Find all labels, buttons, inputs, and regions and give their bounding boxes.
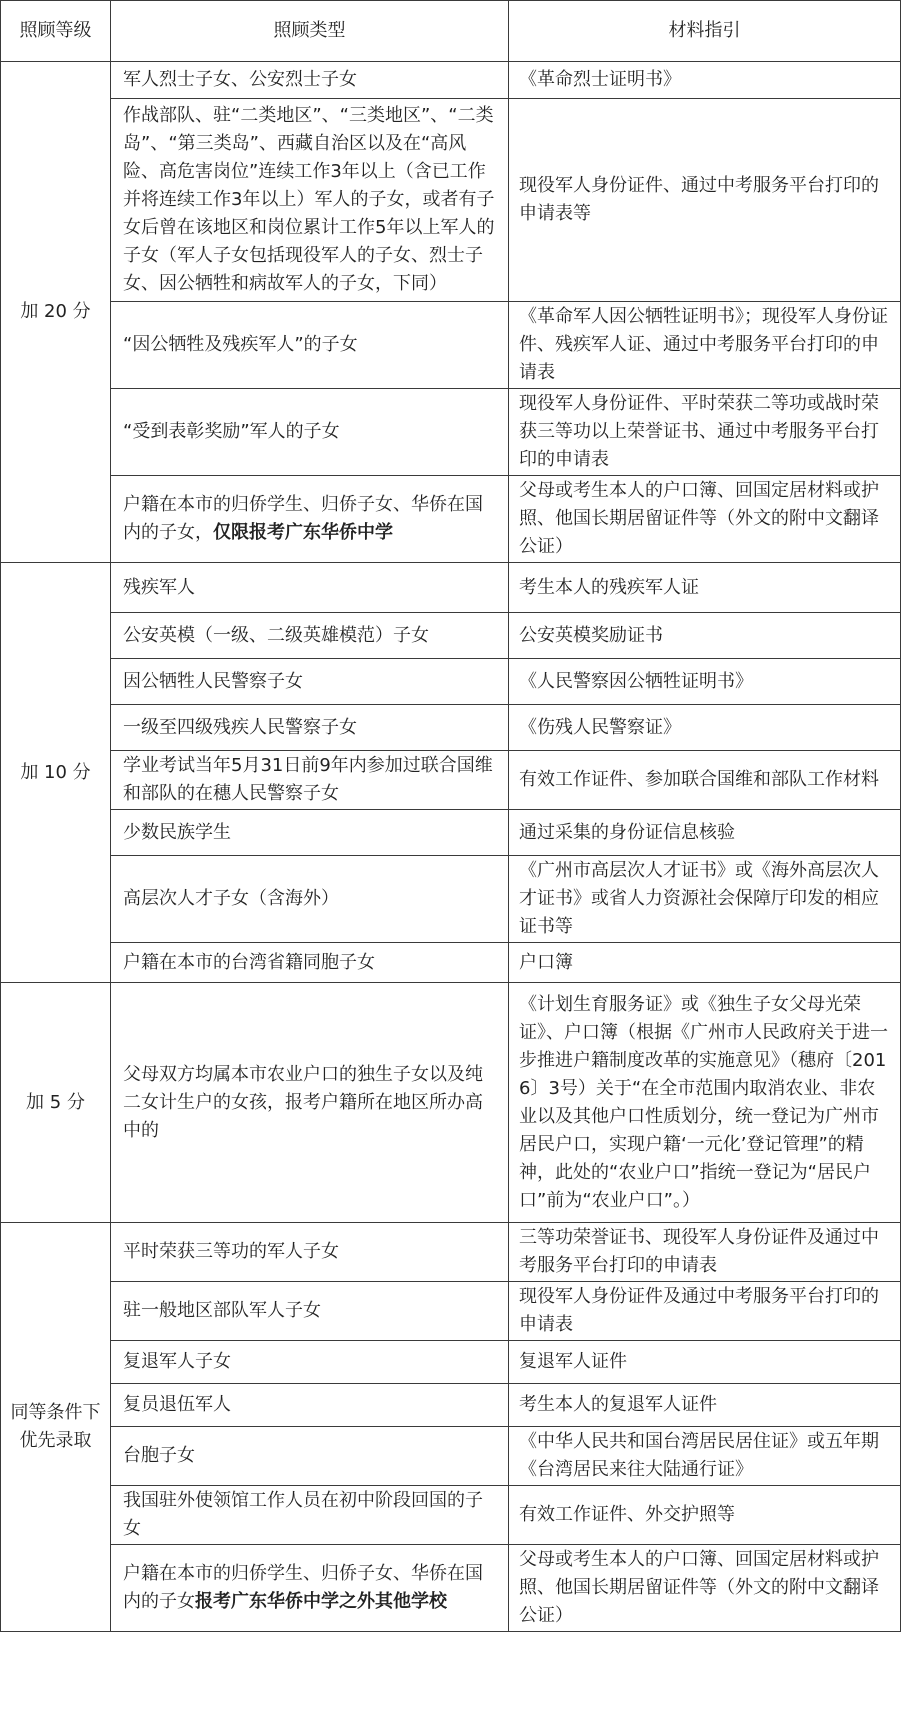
- care-type-text: 作战部队、驻“二类地区”、“三类地区”、“二类岛”、“第三类岛”、西藏自治区以及在“高风险、高危害岗位”连续工作3年以上（含已工作并将连续工作3年以上）军人的子女，或者有子女后曾在该地区和岗位累计工作5年以上军人的子女（军人子女包括现役军人的子女、烈士子女、因公牺牲和病故军人的子女，下同）: [123, 105, 495, 294]
- care-type-cell: [111, 476, 509, 563]
- material-guide-cell: 父母或考生本人的户口簿、回国定居材料或护照、他国长期居留证件等（外文的附中文翻译公证）: [509, 476, 901, 563]
- table-row: [1, 1545, 901, 1632]
- material-guide-cell: 《人民警察因公牺牲证明书》: [509, 659, 901, 705]
- care-type-text: 台胞子女: [123, 1445, 195, 1466]
- table-row: [1, 476, 901, 563]
- care-level-cell: 加 20 分: [1, 62, 111, 563]
- material-guide-cell: 《广州市高层次人才证书》或《海外高层次人才证书》或省人力资源社会保障厅印发的相应证书等: [509, 856, 901, 943]
- care-type-text: 军人烈士子女、公安烈士子女: [123, 69, 357, 90]
- care-type-cell: [111, 1384, 509, 1427]
- table-row: [1, 856, 901, 943]
- table-row: [1, 99, 901, 302]
- care-type-text: 因公牺牲人民警察子女: [123, 670, 303, 692]
- care-type-restriction: 报考广东华侨中学之外其他学校: [195, 1591, 447, 1612]
- care-level-cell: 加 5 分: [1, 983, 111, 1223]
- material-guide-cell: 现役军人身份证件及通过中考服务平台打印的申请表: [509, 1282, 901, 1341]
- care-type-text: 平时荣获三等功的军人子女: [123, 1241, 339, 1262]
- care-type-cell: [111, 810, 509, 856]
- table-row: [1, 943, 901, 983]
- table-row: [1, 983, 901, 1223]
- care-type-cell: [111, 659, 509, 705]
- care-type-text: 少数民族学生: [123, 821, 231, 843]
- material-guide-cell: 复退军人证件: [509, 1341, 901, 1384]
- material-guide-cell: 通过采集的身份证信息核验: [509, 810, 901, 856]
- material-guide-cell: 考生本人的复退军人证件: [509, 1384, 901, 1427]
- care-type-cell: [111, 1282, 509, 1341]
- table-row: [1, 563, 901, 613]
- table-row: [1, 751, 901, 810]
- table-row: [1, 659, 901, 705]
- care-type-text: 复员退伍军人: [123, 1394, 231, 1415]
- table-body: [1, 62, 901, 1632]
- care-type-text: 复退军人子女: [123, 1351, 231, 1372]
- material-guide-cell: 《伤残人民警察证》: [509, 705, 901, 751]
- care-type-text: 公安英模（一级、二级英雄模范）子女: [123, 624, 429, 646]
- care-type-cell: [111, 751, 509, 810]
- care-type-text: “因公牺牲及残疾军人”的子女: [123, 334, 358, 355]
- care-type-cell: [111, 1427, 509, 1486]
- table-row: [1, 62, 901, 99]
- material-guide-cell: 公安英模奖励证书: [509, 613, 901, 659]
- care-type-cell: [111, 99, 509, 302]
- material-guide-cell: 考生本人的残疾军人证: [509, 563, 901, 613]
- care-type-cell: [111, 705, 509, 751]
- care-type-cell: [111, 943, 509, 983]
- table-row: [1, 1341, 901, 1384]
- care-type-text: 学业考试当年5月31日前9年内参加过联合国维和部队的在穗人民警察子女: [123, 755, 493, 804]
- care-type-text: 户籍在本市的台湾省籍同胞子女: [123, 951, 375, 973]
- header-level: 照顾等级: [1, 1, 111, 62]
- care-type-text: 高层次人才子女（含海外）: [123, 888, 339, 909]
- care-type-text: 一级至四级残疾人民警察子女: [123, 716, 357, 738]
- table-row: [1, 810, 901, 856]
- material-guide-cell: 父母或考生本人的户口簿、回国定居材料或护照、他国长期居留证件等（外文的附中文翻译公证）: [509, 1545, 901, 1632]
- care-type-cell: [111, 62, 509, 99]
- care-type-cell: [111, 856, 509, 943]
- material-guide-cell: 三等功荣誉证书、现役军人身份证件及通过中考服务平台打印的申请表: [509, 1223, 901, 1282]
- care-type-text: 户籍在本市的归侨学生、归侨子女、华侨在国内的子女: [123, 1563, 483, 1612]
- care-type-cell: [111, 389, 509, 476]
- care-type-cell: [111, 1223, 509, 1282]
- care-type-cell: [111, 1341, 509, 1384]
- header-row: [1, 1, 901, 62]
- care-level-cell: 加 10 分: [1, 563, 111, 983]
- header-type: 照顾类型: [111, 1, 509, 62]
- table-row: [1, 613, 901, 659]
- care-type-restriction: 仅限报考广东华侨中学: [213, 522, 393, 543]
- material-guide-cell: 《中华人民共和国台湾居民居住证》或五年期《台湾居民来往大陆通行证》: [509, 1427, 901, 1486]
- material-guide-cell: 《革命军人因公牺牲证明书》；现役军人身份证件、残疾军人证、通过中考服务平台打印的申请表: [509, 302, 901, 389]
- care-type-cell: [111, 302, 509, 389]
- care-type-cell: [111, 1486, 509, 1545]
- material-guide-cell: 现役军人身份证件、平时荣获二等功或战时荣获三等功以上荣誉证书、通过中考服务平台打印的申请表: [509, 389, 901, 476]
- care-type-text: 户籍在本市的归侨学生、归侨子女、华侨在国内的子女，: [123, 494, 483, 543]
- care-type-cell: [111, 613, 509, 659]
- material-guide-cell: 《革命烈士证明书》: [509, 62, 901, 99]
- material-guide-cell: 户口簿: [509, 943, 901, 983]
- material-guide-cell: 现役军人身份证件、通过中考服务平台打印的申请表等: [509, 99, 901, 302]
- care-type-cell: [111, 1545, 509, 1632]
- table-row: [1, 1427, 901, 1486]
- care-type-text: 我国驻外使领馆工作人员在初中阶段回国的子女: [123, 1490, 483, 1539]
- table-row: [1, 1282, 901, 1341]
- table-row: [1, 389, 901, 476]
- care-type-cell: [111, 983, 509, 1223]
- material-guide-cell: 有效工作证件、外交护照等: [509, 1486, 901, 1545]
- table-row: [1, 705, 901, 751]
- table-row: [1, 1384, 901, 1427]
- table-row: [1, 1223, 901, 1282]
- header-material: 材料指引: [509, 1, 901, 62]
- care-type-text: 残疾军人: [123, 576, 195, 598]
- care-type-text: “受到表彰奖励”军人的子女: [123, 421, 340, 442]
- material-guide-cell: 有效工作证件、参加联合国维和部队工作材料: [509, 751, 901, 810]
- table-row: [1, 1486, 901, 1545]
- care-type-cell: [111, 563, 509, 613]
- material-guide-cell: 《计划生育服务证》或《独生子女父母光荣证》、户口簿（根据《广州市人民政府关于进一步推进户籍制度改革的实施意见》（穗府〔2016〕3号）关于“在全市范围内取消农业、非农业以及其他户口性质划分，统一登记为广州市居民户口，实现户籍‘一元化’登记管理”的精神，此处的“农业户口”指统一登记为“居民户口”前为“农业户口”。）: [509, 983, 901, 1223]
- care-level-cell: 同等条件下优先录取: [1, 1223, 111, 1632]
- table-row: [1, 302, 901, 389]
- care-type-text: 驻一般地区部队军人子女: [123, 1300, 321, 1321]
- care-type-text: 父母双方均属本市农业户口的独生子女以及纯二女计生户的女孩，报考户籍所在地区所办高中的: [123, 1063, 483, 1141]
